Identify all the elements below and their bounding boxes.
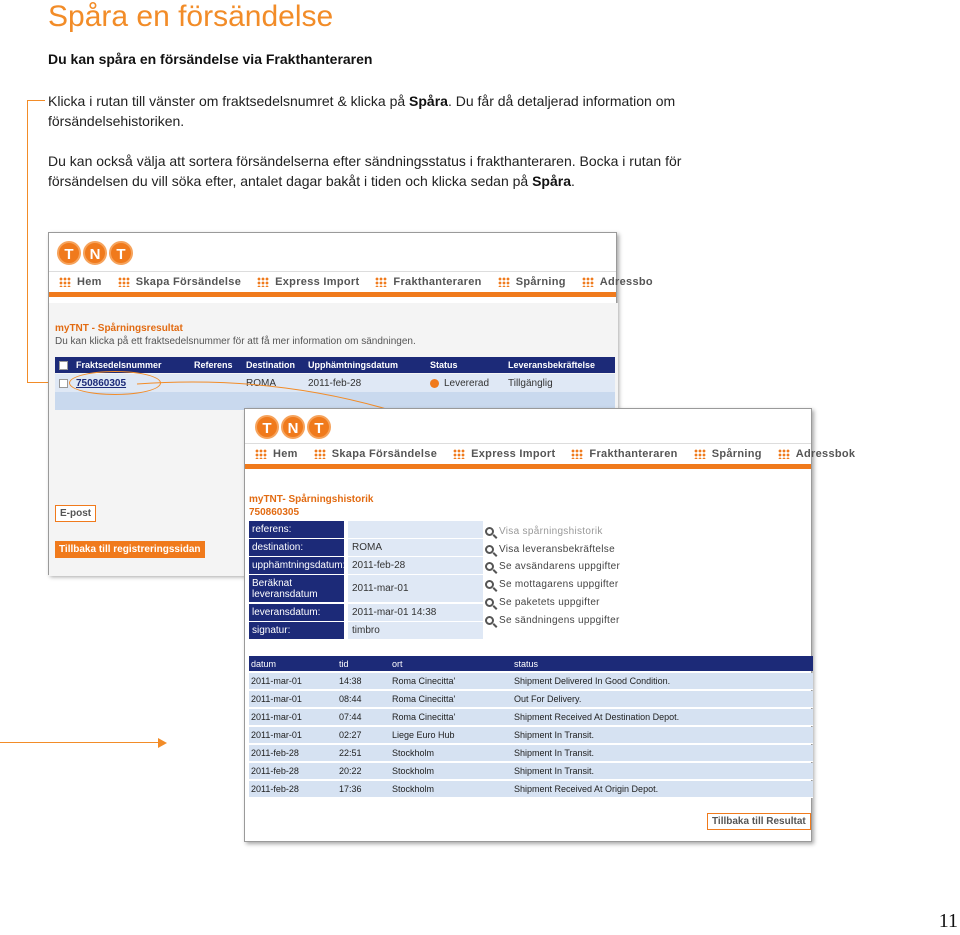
nav-label: Frakthanteraren xyxy=(393,276,482,288)
link-visa-leveransbekraftelse[interactable] xyxy=(485,544,615,555)
detail-value: ROMA xyxy=(348,539,483,556)
dots-icon xyxy=(453,449,465,459)
table-row xyxy=(249,763,813,780)
nav-label: Skapa Försändelse xyxy=(135,276,242,288)
nav-label: Skapa Försändelse xyxy=(331,448,438,460)
nav-label: Express Import xyxy=(275,276,360,288)
magnifier-icon xyxy=(485,598,494,607)
status-cell: Shipment In Transit. xyxy=(514,730,595,740)
status-cell: Shipment Delivered In Good Condition. xyxy=(514,676,671,686)
results-heading: myTNT - Spårningsresultat xyxy=(55,323,183,334)
confirmation-link[interactable]: Tillgänglig xyxy=(508,377,553,389)
status-cell: Shipment In Transit. xyxy=(514,766,595,776)
col-leveransbekraftelse[interactable]: Leveransbekräftelse xyxy=(508,360,596,370)
nav-item-hem[interactable] xyxy=(255,448,298,460)
tid-cell: 08:44 xyxy=(339,694,362,704)
col-upphamtningsdatum[interactable]: Upphämtningsdatum xyxy=(308,360,398,370)
link-label: Se sändningens uppgifter xyxy=(499,615,620,626)
nav-label: Hem xyxy=(77,276,102,288)
status-cell: Shipment In Transit. xyxy=(514,748,595,758)
instruction-paragraph-1 xyxy=(48,91,688,131)
tid-cell: 20:22 xyxy=(339,766,362,776)
detail-value: 2011-mar-01 xyxy=(348,575,483,602)
nav-label: Adressbok xyxy=(795,448,856,460)
tid-cell: 17:36 xyxy=(339,784,362,794)
nav-item-skapa[interactable] xyxy=(314,448,437,460)
nav-item-adressbok[interactable] xyxy=(778,448,856,460)
nav-item-sparning[interactable] xyxy=(498,276,566,288)
col-status[interactable]: Status xyxy=(430,360,458,370)
detail-value: timbro xyxy=(348,622,483,639)
para2-text: Du kan också välja att sortera försändelserna efter sändningsstatus i frakthanteraren. Bocka i rutan för försändelsen du vill söka efter, antalet dagar bakåt i tiden och klicka sedan på xyxy=(48,153,682,189)
dots-icon xyxy=(571,449,583,459)
col-datum: datum xyxy=(251,658,277,669)
destination-cell: ROMA xyxy=(246,377,276,389)
nav-label: Spårning xyxy=(515,276,566,288)
nav-item-sparning[interactable] xyxy=(694,448,762,460)
magnifier-icon xyxy=(485,562,494,571)
detail-row xyxy=(249,575,483,602)
link-label: Se avsändarens uppgifter xyxy=(499,561,621,572)
detail-row xyxy=(249,557,483,574)
link-label: Se mottagarens uppgifter xyxy=(499,579,619,590)
tnt-logo-letter: T xyxy=(307,415,331,439)
magnifier-icon xyxy=(485,527,494,536)
dots-icon xyxy=(778,449,790,459)
col-fraktsedelsnummer[interactable]: Fraktsedelsnummer xyxy=(76,360,162,370)
tnt-logo xyxy=(255,415,331,439)
status-cell: Out For Delivery. xyxy=(514,694,582,704)
para2-bold: Spåra xyxy=(532,173,572,189)
tnt-logo-letter: T xyxy=(109,241,133,265)
link-label: Se paketets uppgifter xyxy=(499,597,600,608)
status-cell: Shipment Received At Destination Depot. xyxy=(514,712,680,722)
select-all-checkbox[interactable] xyxy=(59,361,68,370)
datum-cell: 2011-feb-28 xyxy=(251,748,299,758)
link-sandningens-uppgifter[interactable] xyxy=(485,615,620,626)
tnt-logo-letter: T xyxy=(255,415,279,439)
instruction-paragraph-2 xyxy=(48,151,688,191)
dots-icon xyxy=(118,277,130,287)
dots-icon xyxy=(255,449,267,459)
ort-cell: Stockholm xyxy=(392,748,435,758)
tnt-logo-letter: N xyxy=(83,241,107,265)
page-title: Spåra en försändelse xyxy=(48,0,334,33)
dots-icon xyxy=(694,449,706,459)
table-row xyxy=(249,673,813,690)
link-label: Visa spårningshistorik xyxy=(499,526,603,537)
nav-label: Express Import xyxy=(471,448,556,460)
connector-line xyxy=(27,100,28,383)
consignment-number-link[interactable]: 750860305 xyxy=(76,377,127,389)
magnifier-icon xyxy=(485,580,494,589)
datum-cell: 2011-mar-01 xyxy=(251,730,302,740)
detail-label: leveransdatum: xyxy=(249,604,344,621)
ort-cell: Stockholm xyxy=(392,784,435,794)
connector-line xyxy=(27,100,45,101)
nav-item-skapa[interactable] xyxy=(118,276,241,288)
tnt-logo-letter: T xyxy=(57,241,81,265)
page-number: 11 xyxy=(938,910,958,932)
nav-item-express-import[interactable] xyxy=(257,276,359,288)
tid-cell: 14:38 xyxy=(339,676,362,686)
detail-label: referens: xyxy=(249,521,344,538)
col-tid: tid xyxy=(339,658,349,669)
ort-cell: Liege Euro Hub xyxy=(392,730,455,740)
tid-cell: 02:27 xyxy=(339,730,362,740)
tracking-history-screenshot xyxy=(244,408,856,842)
nav-item-frakthanteraren[interactable] xyxy=(375,276,481,288)
para2-rest: . xyxy=(571,173,575,189)
magnifier-icon xyxy=(485,616,494,625)
datum-cell: 2011-feb-28 xyxy=(251,784,299,794)
ort-cell: Roma Cinecitta' xyxy=(392,694,456,704)
nav-label: Adressbo xyxy=(599,276,653,288)
results-instruction: Du kan klicka på ett fraktsedelsnummer för att få mer information om sändningen. xyxy=(55,336,416,347)
nav-label: Spårning xyxy=(711,448,762,460)
dots-icon xyxy=(375,277,387,287)
table-row xyxy=(249,709,813,726)
col-referens[interactable]: Referens xyxy=(194,360,233,370)
col-ort: ort xyxy=(392,658,403,669)
link-mottagarens-uppgifter[interactable] xyxy=(485,579,619,590)
status-text: Levererad xyxy=(444,377,490,389)
ort-cell: Stockholm xyxy=(392,766,435,776)
tnt-logo xyxy=(57,241,133,265)
table-row xyxy=(249,745,813,762)
tid-cell: 22:51 xyxy=(339,748,362,758)
nav-item-express-import[interactable] xyxy=(453,448,555,460)
back-to-registration-button[interactable]: Tillbaka till registreringssidan xyxy=(55,541,205,558)
col-status: status xyxy=(514,658,539,669)
tnt-logo-letter: N xyxy=(281,415,305,439)
history-number: 750860305 xyxy=(249,507,300,518)
para1-bold: Spåra xyxy=(409,93,448,109)
ort-cell: Roma Cinecitta' xyxy=(392,676,456,686)
main-nav xyxy=(245,443,856,469)
datum-cell: 2011-feb-28 xyxy=(251,766,299,776)
para1-text: Klicka i rutan till vänster om fraktsedelsnumret & klicka på xyxy=(48,93,410,109)
tid-cell: 07:44 xyxy=(339,712,362,722)
detail-value: 2011-mar-01 14:38 xyxy=(348,604,483,621)
nav-label: Hem xyxy=(273,448,298,460)
link-label: Visa leveransbekräftelse xyxy=(499,544,615,555)
row-checkbox[interactable] xyxy=(59,379,68,388)
arrow-head-icon xyxy=(158,738,167,748)
dots-icon xyxy=(582,277,594,287)
dots-icon xyxy=(498,277,510,287)
nav-label: Frakthanteraren xyxy=(589,448,678,460)
detail-label: signatur: xyxy=(249,622,344,639)
datum-cell: 2011-mar-01 xyxy=(251,694,302,704)
dots-icon xyxy=(314,449,326,459)
para1-rest: . Du får då detaljerad information om försändelsehistoriken. xyxy=(48,93,676,129)
history-table-header xyxy=(249,656,813,671)
pickup-cell: 2011-feb-28 xyxy=(308,377,362,389)
connector-line xyxy=(0,742,160,743)
link-paketets-uppgifter[interactable] xyxy=(485,597,600,608)
dots-icon xyxy=(59,277,71,287)
table-row xyxy=(249,727,813,744)
status-cell: Shipment Received At Origin Depot. xyxy=(514,784,659,794)
link-visa-sparningshistorik[interactable] xyxy=(485,526,603,537)
link-avsandarens-uppgifter[interactable] xyxy=(485,561,620,572)
detail-label: upphämtningsdatum: xyxy=(249,557,344,574)
magnifier-icon xyxy=(485,545,494,554)
datum-cell: 2011-mar-01 xyxy=(251,712,302,722)
page-subtitle: Du kan spåra en försändelse via Frakthanteraren xyxy=(48,51,373,67)
nav-item-frakthanteraren[interactable] xyxy=(571,448,677,460)
detail-row xyxy=(249,622,483,639)
detail-value xyxy=(348,521,483,538)
back-to-results-button[interactable]: Tillbaka till Resultat xyxy=(707,813,811,830)
detail-label: Beräknat leveransdatum xyxy=(249,575,344,602)
history-heading: myTNT- Spårningshistorik xyxy=(249,494,374,505)
detail-value: 2011-feb-28 xyxy=(348,557,483,574)
nav-item-hem[interactable] xyxy=(59,276,102,288)
table-row xyxy=(249,691,813,708)
detail-row xyxy=(249,521,483,538)
col-destination[interactable]: Destination xyxy=(246,360,296,370)
dots-icon xyxy=(257,277,269,287)
detail-row xyxy=(249,604,483,621)
nav-item-adressbok[interactable] xyxy=(582,276,653,288)
detail-row xyxy=(249,539,483,556)
email-button[interactable]: E-post xyxy=(55,505,96,522)
results-table-header xyxy=(55,357,615,373)
main-nav xyxy=(49,271,653,297)
ort-cell: Roma Cinecitta' xyxy=(392,712,456,722)
table-row xyxy=(249,781,813,798)
detail-label: destination: xyxy=(249,539,344,556)
datum-cell: 2011-mar-01 xyxy=(251,676,302,686)
